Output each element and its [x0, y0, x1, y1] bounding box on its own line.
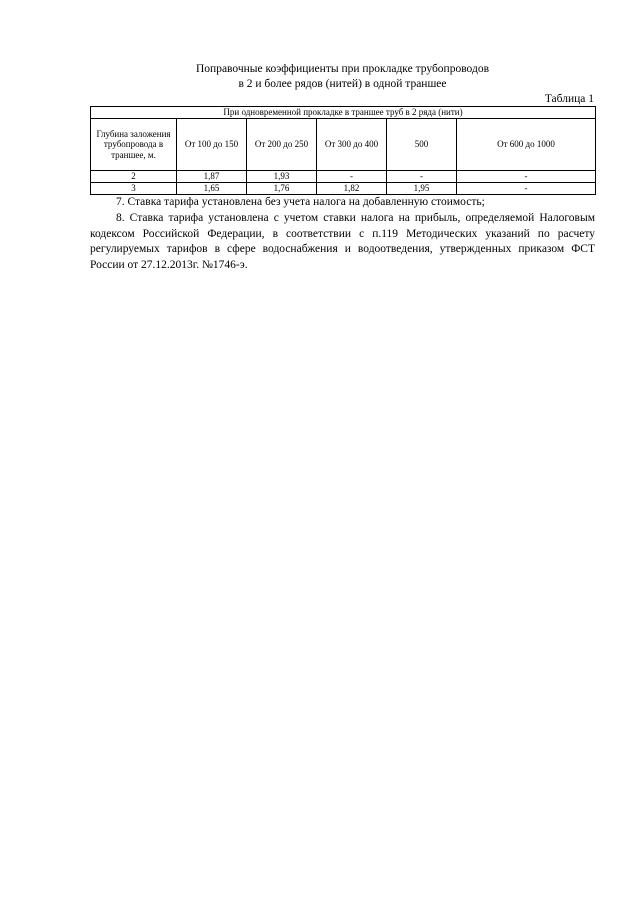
table-cell: -	[387, 171, 457, 183]
table-cell: 2	[91, 171, 177, 183]
table-cell: 1,76	[247, 183, 317, 195]
table-span-header-row	[91, 107, 596, 119]
note-paragraph: 8. Ставка тарифа установлена с учетом ставки налога на прибыль, определяемой Налоговым кодексом Российской Федерации, в соответствии с п.119 Методических указаний по расчету регулируемых тарифов в сфере водоснабжения и водоотведения, утвержденных приказом ФСТ России от 27.12.2013г. №1746-э.	[90, 211, 595, 272]
table-cell: 1,87	[177, 171, 247, 183]
span-header-cell: При одновременной прокладке в траншее труб в 2 ряда (нити)	[91, 107, 596, 119]
table-cell: -	[457, 183, 596, 195]
title-line-1: Поправочные коэффициенты при прокладке трубопроводов	[195, 63, 490, 75]
column-header: От 200 до 250	[247, 119, 317, 171]
table-label: Таблица 1	[544, 93, 594, 105]
note-paragraph: 7. Ставка тарифа установлена без учета налога на добавленную стоимость;	[116, 196, 485, 208]
column-header: Глубина заложения трубопровода в траншее, м.	[91, 119, 177, 171]
column-header: От 600 до 1000	[457, 119, 596, 171]
column-header: От 100 до 150	[177, 119, 247, 171]
table-cell: 1,65	[177, 183, 247, 195]
table-cell: -	[317, 171, 387, 183]
table-header-row	[91, 119, 596, 171]
table-cell: 1,95	[387, 183, 457, 195]
table-cell: 1,93	[247, 171, 317, 183]
column-header: 500	[387, 119, 457, 171]
document-title	[90, 62, 595, 92]
coefficient-table	[90, 106, 596, 195]
table-cell: 3	[91, 183, 177, 195]
table-row	[91, 171, 596, 183]
table-row	[91, 183, 596, 195]
table-cell: -	[457, 171, 596, 183]
table-cell: 1,82	[317, 183, 387, 195]
column-header: От 300 до 400	[317, 119, 387, 171]
title-line-2: в 2 и более рядов (нитей) в одной траншее	[238, 78, 447, 90]
notes-section	[90, 195, 595, 274]
